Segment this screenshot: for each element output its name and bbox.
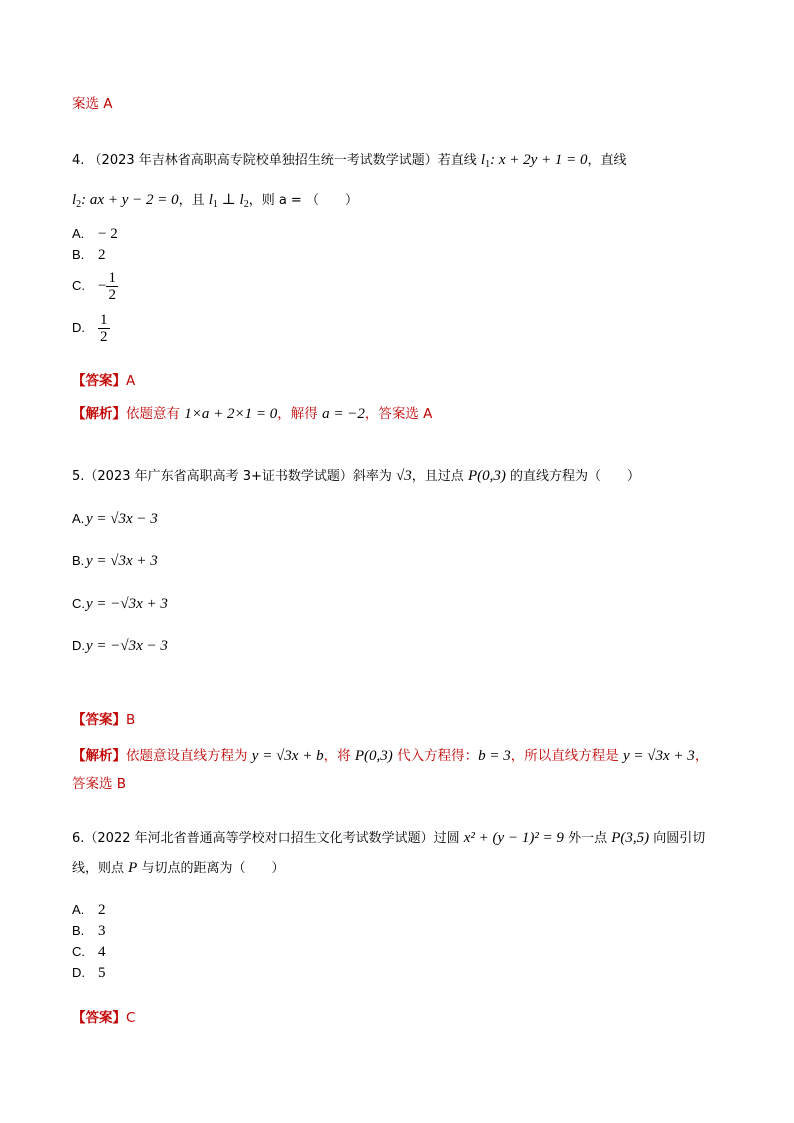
q4-l1-equation: : x + 2y + 1 = 0 bbox=[490, 152, 588, 168]
q5-option-a: A. y = √3x − 3 bbox=[72, 511, 158, 527]
q5-analysis-line2: 答案选 B bbox=[72, 776, 127, 792]
q5-analysis-line1: 【解析】依题意设直线方程为 y = √3x + b，将 P(0,3) 代入方程得：b = 3，所以直线方程是 y = √3x + 3， bbox=[72, 748, 709, 764]
q4-option-a: A. − 2 bbox=[72, 226, 118, 242]
q5-option-c: C.y = −√3x + 3 bbox=[72, 596, 168, 612]
q6-point: P(3,5) bbox=[611, 830, 650, 846]
q5-answer: 【答案】B bbox=[72, 712, 136, 728]
q5-slope: √3 bbox=[396, 468, 412, 484]
q4-option-d: D. $\frac{1}{2}$ bbox=[72, 312, 108, 345]
q6-option-c: C. 4 bbox=[72, 944, 106, 960]
q4-l2-label: $l_2$ bbox=[72, 192, 82, 210]
q4-option-b: B. 2 bbox=[72, 247, 106, 263]
q4-stem-line1 bbox=[72, 150, 627, 175]
q6-answer: 【答案】C bbox=[72, 1010, 136, 1026]
q5-stem: 5.（2023 年广东省高职高考 3+证书数学试题）斜率为 √3，且过点 P(0,3) 的直线方程为（ ） bbox=[72, 468, 640, 484]
q4-option-d-fraction: $\frac{1}{2}$ bbox=[100, 312, 108, 345]
q4-cond-pre: ，且 bbox=[178, 193, 209, 208]
q4-number: 4. bbox=[72, 153, 85, 168]
q4-answer: 【答案】A bbox=[72, 373, 136, 389]
q5-option-b: B. y = √3x + 3 bbox=[72, 553, 158, 569]
q6-option-a: A. 2 bbox=[72, 902, 106, 918]
q4-l2-equation: : ax + y − 2 = 0 bbox=[81, 192, 179, 208]
q4-option-c: C. − $\frac{1}{2}$ bbox=[72, 270, 116, 303]
q6-stem-line2: 线，则点 P 与切点的距离为（ ） bbox=[72, 860, 285, 876]
q6-circle-equation: x² + (y − 1)² = 9 bbox=[463, 830, 564, 846]
q5-number: 5. bbox=[72, 469, 85, 484]
q4-option-c-fraction: $\frac{1}{2}$ bbox=[108, 270, 116, 303]
q5-option-d: D.y = −√3x − 3 bbox=[72, 638, 168, 654]
q6-option-d: D. 5 bbox=[72, 965, 106, 981]
previous-answer-tail: 案选 A bbox=[72, 96, 113, 112]
q5-point: P(0,3) bbox=[467, 468, 506, 484]
q6-stem-line1: 6.（2022 年河北省普通高等学校对口招生文化考试数学试题）过圆 x² + (y − 1)² = 9 外一点 P(3,5) 向圆引切 bbox=[72, 830, 706, 846]
q6-option-b: B. 3 bbox=[72, 923, 106, 939]
q6-p-variable: P bbox=[128, 860, 138, 876]
q4-source: （2023 年吉林省高职高专院校单独招生统一考试数学试题）若直线 bbox=[88, 153, 477, 168]
q4-perp-expression: $l_1$ ⊥ $l_2$ bbox=[208, 192, 249, 210]
q4-l1-label: $l_1$ bbox=[480, 152, 491, 170]
q6-number: 6. bbox=[72, 831, 85, 846]
q4-stem-line2 bbox=[72, 190, 358, 215]
q4-ask: ，则 a = （ ） bbox=[248, 193, 358, 208]
q4-analysis: 【解析】依题意有 1×a + 2×1 = 0，解得 a = −2，答案选 A bbox=[72, 406, 433, 422]
q4-line-word: ，直线 bbox=[587, 153, 627, 168]
